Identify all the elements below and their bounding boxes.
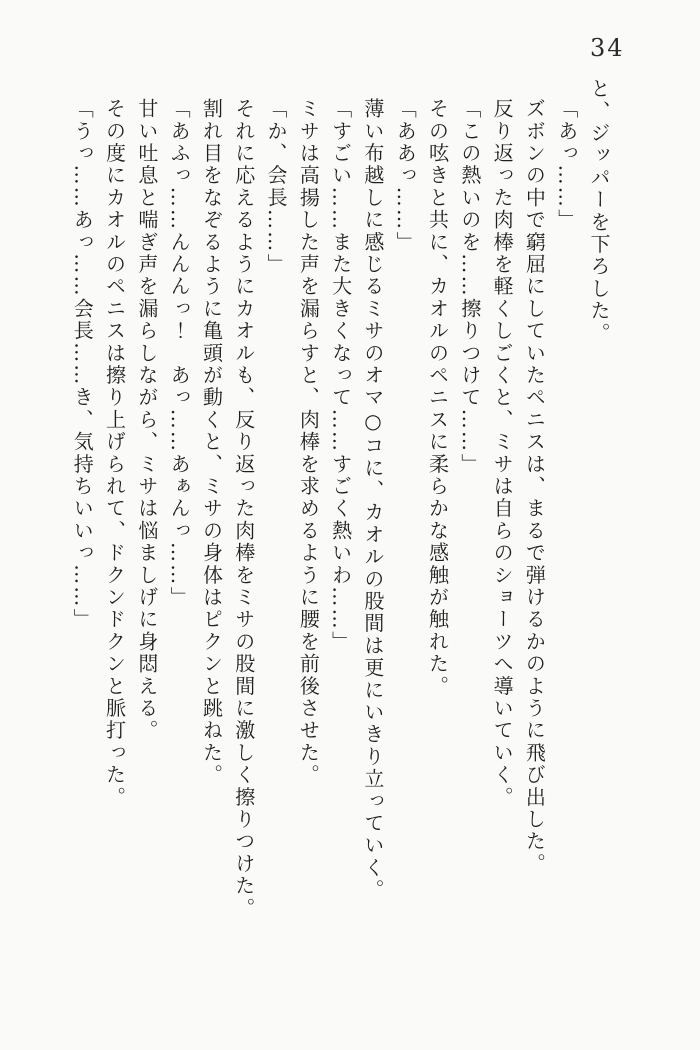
paragraph: 「この熱いのを……擦りつけて……」 — [457, 98, 482, 476]
paragraph: 「か、会長……」 — [264, 98, 289, 276]
paragraph: 甘い吐息と喘ぎ声を漏らしながら、ミサは悩ましげに身悶える。 — [134, 98, 159, 742]
paragraph: その呟きと共に、カオルのペニスに柔らかな感触が触れた。 — [425, 98, 450, 698]
paragraph: 「うっ……あっ……会長……き、気持ちいいっ……」 — [70, 98, 95, 631]
paragraph: 反り返った肉棒を軽くしごくと、ミサは自らのショーツへ導いていく。 — [490, 98, 515, 809]
paragraph: と、ジッパーを下ろした。 — [587, 78, 611, 345]
paragraph: 「ああっ……」 — [393, 98, 418, 254]
paragraph: 「すごい……また大きくなって……すごく熱いわ……」 — [328, 98, 353, 653]
paragraph: 割れ目をなぞるように亀頭が動くと、ミサの身体はピクンと跳ねた。 — [199, 98, 224, 787]
paragraph: その度にカオルのペニスは擦り上げられて、ドクンドクンと脈打った。 — [102, 98, 127, 809]
paragraph: ミサは高揚した声を漏らすと、肉棒を求めるように腰を前後させた。 — [296, 98, 321, 787]
paragraph: 「あっ……」 — [554, 98, 579, 232]
page-number: 34 — [590, 34, 625, 62]
paragraph: 薄い布越しに感じるミサのオマ○コに、カオルの股間は更にいきり立っていく。 — [360, 98, 385, 902]
page-text — [66, 78, 615, 940]
paragraph: ズボンの中で窮屈にしていたペニスは、まるで弾けるかのように飛び出した。 — [522, 98, 547, 875]
paragraph: 「あふっ……んんんっ！ あっ……あぁんっ……」 — [167, 98, 192, 609]
paragraph: それに応えるようにカオルも、反り返った肉棒をミサの股間に激しく擦りつけた。 — [231, 98, 256, 920]
